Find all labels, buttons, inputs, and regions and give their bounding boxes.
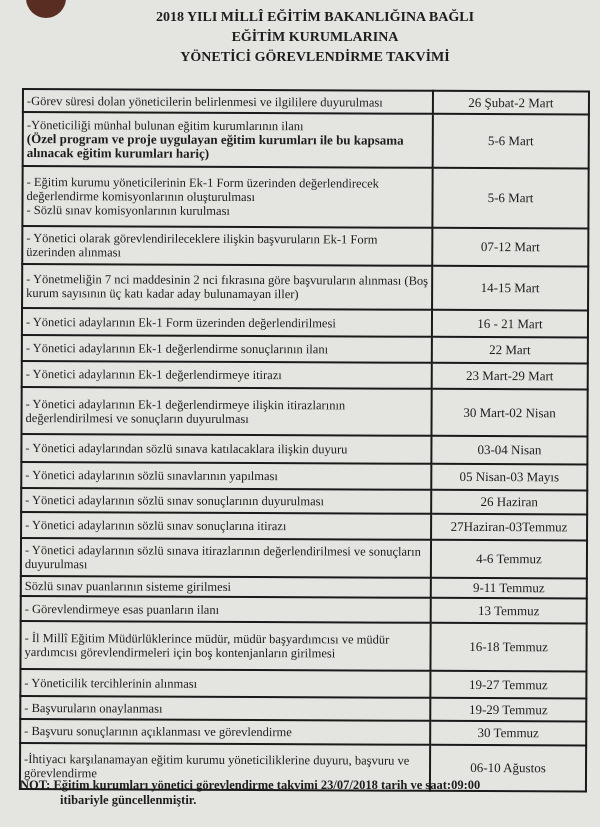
table-row [21, 576, 587, 598]
date-cell: 03-04 Nisan [431, 436, 587, 465]
table-row [22, 335, 588, 363]
task-cell [20, 696, 430, 721]
task-text: - Yönetici adaylarının Ek-1 değerlendirmeye itirazı [25, 367, 282, 383]
task-text: (Özel program ve proje uygulayan eğitim kurumları ile bu kapsama alınacak eğitim kurumları hariç) [26, 131, 404, 161]
task-text: - Yönetici olarak görevlendirileceklere ilişkin başvuruların Ek-1 Form üzerinden alınması [26, 231, 378, 260]
task-text: -Yöneticiliği münhal bulunan eğitim kurumlarının ilanı [26, 118, 304, 134]
table-row [21, 488, 587, 514]
schedule-table [19, 88, 590, 792]
date-cell: 05 Nisan-03 Mayıs [431, 464, 587, 491]
task-cell [22, 166, 432, 228]
date-cell: 26 Haziran [431, 490, 587, 515]
task-text: - Yönetici adaylarının Ek-1 değerlendirme sonuçlarının ilanı [25, 341, 329, 357]
task-cell [20, 669, 430, 698]
date-cell: 06-10 Ağustos [430, 745, 586, 792]
table-row [21, 387, 587, 436]
table-row [22, 361, 588, 389]
table-row [21, 462, 587, 490]
date-cell: 5-6 Mart [433, 114, 589, 169]
task-text: - Yönetici adaylarının Ek-1 değerlendirmeye ilişkin itirazlarının değerlendirilmesi ve sonuçların duyurulması [25, 396, 346, 426]
task-cell [20, 621, 430, 671]
task-cell [22, 335, 432, 363]
table-row [20, 621, 586, 671]
task-text: - Başvuru sonuçlarının açıklanması ve görevlendirme [24, 724, 292, 740]
task-text: - Başvuruların onaylanması [24, 700, 163, 716]
task-text: - Yönetici adaylarının sözlü sınav sonuçlarına itirazı [25, 518, 287, 534]
table-row [21, 512, 587, 540]
task-cell [23, 89, 433, 114]
task-text: - Görevlendirmeye esas puanların ilanı [24, 601, 220, 617]
task-cell [22, 226, 432, 266]
task-text: - Yönetici adaylarının sözlü sınava itirazlarının değerlendirilmesi ve sonuçların duyurulması [24, 543, 421, 572]
task-cell [21, 387, 431, 436]
date-cell: 5-6 Mart [432, 168, 588, 229]
task-cell [22, 361, 432, 389]
task-text: - Yönetici adaylarının Ek-1 Form üzerinden değerlendirilmesi [25, 314, 336, 330]
table-row [22, 226, 588, 266]
date-cell: 23 Mart-29 Mart [432, 363, 588, 390]
date-cell: 07-12 Mart [432, 228, 588, 267]
table-row [20, 696, 586, 721]
task-cell [22, 264, 432, 310]
date-cell: 16-18 Temmuz [430, 623, 586, 672]
task-cell [21, 538, 431, 578]
title-line-2: EĞİTİM KURUMLARINA [231, 30, 399, 45]
task-cell [21, 488, 431, 514]
date-cell: 22 Mart [432, 337, 588, 364]
table-row [21, 538, 587, 578]
date-cell: 27Haziran-03Temmuz [431, 514, 587, 541]
task-cell [22, 308, 432, 337]
task-cell [21, 512, 431, 540]
document-title [0, 8, 600, 68]
task-cell [21, 596, 431, 623]
task-text: - İl Millî Eğitim Müdürlüklerince müdür, müdür başyardımcısı ve müdür yardımcısı görevlendirmeleri için boş kontenjanların girilmesi [24, 631, 390, 661]
date-cell: 16 - 21 Mart [432, 310, 588, 338]
task-text: - Yönetmeliğin 7 nci maddesinin 2 nci fıkrasına göre başvuruların alınması (Boş kurum sayısının üç katı kadar aday bulunamayan iller) [26, 272, 429, 302]
task-text: - Yönetici adaylarının sözlü sınav sonuçlarının duyurulması [25, 493, 325, 509]
date-cell: 9-11 Temmuz [431, 578, 587, 599]
table-row [20, 669, 586, 698]
note-line-2: itibariyle güncellenmiştir. [60, 793, 197, 807]
task-cell [21, 462, 431, 490]
task-text: -İhtiyacı karşılanamayan eğitim kurumu yöneticiliklerine duyuru, başvuru ve görevlendirme [23, 752, 410, 781]
date-cell: 14-15 Mart [432, 266, 588, 311]
date-cell: 13 Temmuz [431, 598, 587, 624]
date-cell: 19-29 Temmuz [430, 698, 586, 722]
table-row [22, 264, 588, 310]
title-line-1: 2018 YILI MİLLÎ EĞİTİM BAKANLIĞINA BAĞLI [155, 10, 475, 25]
task-cell [23, 112, 433, 168]
table-row [21, 434, 587, 464]
note-line-1: NOT: Eğitim kurumları yönetici görevlendirme takvimi 23/07/2018 tarih ve saat:09:00 [20, 778, 481, 792]
table-row [23, 89, 589, 114]
date-cell: 30 Mart-02 Nisan [431, 389, 587, 437]
task-text: - Yöneticilik tercihlerinin alınması [24, 675, 198, 691]
task-text: - Eğitim kurumu yöneticilerinin Ek-1 Form üzerinden değerlendirecek değerlendirme komisyonlarının oluşturulması [26, 175, 379, 205]
task-cell [20, 719, 430, 745]
table-row [20, 719, 586, 745]
footnote [20, 778, 480, 808]
table-row [22, 166, 588, 228]
table-row [21, 596, 587, 623]
table-row [23, 112, 589, 168]
task-text: - Sözlü sınav komisyonlarının kurulması [26, 203, 230, 218]
date-cell: 26 Şubat-2 Mart [433, 91, 589, 115]
date-cell: 4-6 Temmuz [431, 540, 587, 579]
title-line-3: YÖNETİCİ GÖREVLENDİRME TAKVİMİ [180, 50, 450, 65]
date-cell: 30 Temmuz [430, 721, 586, 746]
task-cell [21, 434, 431, 464]
task-text: - Yönetici adaylarından sözlü sınava katılacaklara ilişkin duyuru [25, 441, 348, 457]
task-text: - Yönetici adaylarının sözlü sınavlarının yapılması [25, 468, 278, 484]
task-text: Sözlü sınav puanlarının sisteme girilmesi [24, 579, 232, 594]
task-text: -Görev süresi dolan yöneticilerin belirlenmesi ve ilgililere duyurulması [26, 93, 383, 110]
task-cell [21, 576, 431, 598]
table-row [22, 308, 588, 337]
date-cell: 19-27 Temmuz [430, 671, 586, 699]
